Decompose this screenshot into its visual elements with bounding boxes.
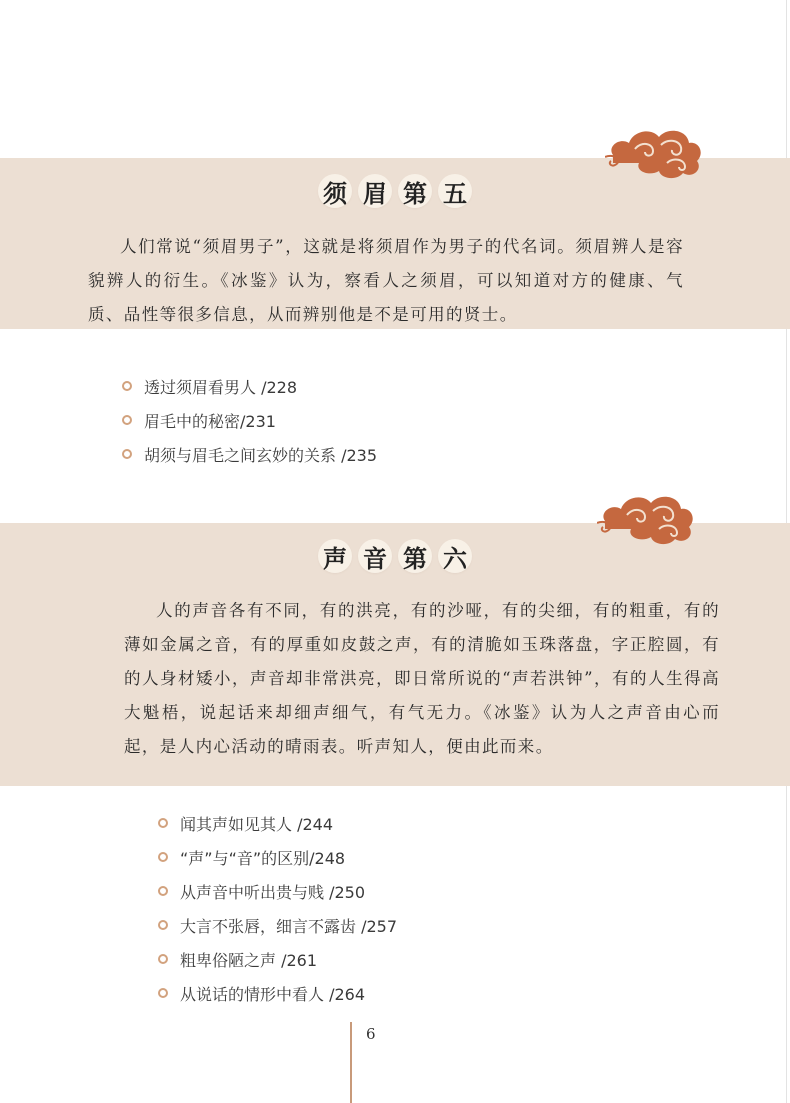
toc-item[interactable]	[158, 908, 397, 942]
title-char: 第	[400, 176, 430, 206]
bullet-ring-icon	[158, 886, 168, 896]
bullet-ring-icon	[158, 818, 168, 828]
toc-item[interactable]	[158, 942, 397, 976]
toc-item[interactable]	[122, 369, 377, 403]
toc-item-label: 闻其声如见其人 /244	[180, 814, 334, 834]
toc-item-label: 粗卑俗陋之声 /261	[180, 950, 318, 970]
bullet-ring-icon	[122, 415, 132, 425]
bullet-ring-icon	[158, 852, 168, 862]
toc-item-label: 从说话的情形中看人 /264	[180, 984, 366, 1004]
title-char: 音	[360, 541, 390, 571]
toc-item-label: “声”与“音”的区别/248	[180, 848, 346, 868]
toc-item-label: 从声音中听出贵与贱 /250	[180, 882, 366, 902]
section-intro-paragraph: 人们常说“须眉男子”，这就是将须眉作为男子的代名词。须眉辨人是容貌辨人的衍生。《冰鉴》认为，察看人之须眉，可以知道对方的健康、气质、品性等很多信息，从而辨别他是不是可用的贤士。	[88, 237, 684, 324]
toc-item-label: 胡须与眉毛之间玄妙的关系 /235	[144, 445, 378, 465]
title-char: 第	[400, 541, 430, 571]
bullet-ring-icon	[122, 449, 132, 459]
page-number: 6	[366, 1025, 376, 1043]
title-char: 须	[320, 176, 350, 206]
toc-item[interactable]	[122, 403, 377, 437]
toc-item-label: 大言不张唇，细言不露齿 /257	[180, 916, 398, 936]
toc-item[interactable]	[122, 437, 377, 471]
title-char: 眉	[360, 176, 390, 206]
section-intro-paragraph: 人的声音各有不同，有的洪亮，有的沙哑，有的尖细，有的粗重，有的薄如金属之音，有的厚重如皮鼓之声，有的清脆如玉珠落盘，字正腔圆，有的人身材矮小，声音却非常洪亮，即日常所说的“声若洪钟”，有的人生得高大魁梧，说起话来却细声细气，有气无力。《冰鉴》认为人之声音由心而起，是人内心活动的晴雨表。听声知人，便由此而来。	[124, 601, 720, 756]
section-title	[0, 176, 790, 206]
section-title	[0, 541, 790, 571]
bullet-ring-icon	[158, 920, 168, 930]
toc-item-label: 眉毛中的秘密/231	[144, 411, 276, 431]
title-char: 声	[320, 541, 350, 571]
toc-list	[158, 806, 397, 1010]
toc-item[interactable]	[158, 874, 397, 908]
toc-item-label: 透过须眉看男人 /228	[144, 377, 298, 397]
bullet-ring-icon	[158, 954, 168, 964]
title-char: 六	[440, 541, 470, 571]
toc-list	[122, 369, 377, 471]
toc-item[interactable]	[158, 840, 397, 874]
toc-item[interactable]	[158, 976, 397, 1010]
page-number-rule	[350, 1022, 352, 1103]
bullet-ring-icon	[158, 988, 168, 998]
bullet-ring-icon	[122, 381, 132, 391]
title-char: 五	[440, 176, 470, 206]
cloud-ornament-icon	[605, 125, 705, 183]
toc-item[interactable]	[158, 806, 397, 840]
